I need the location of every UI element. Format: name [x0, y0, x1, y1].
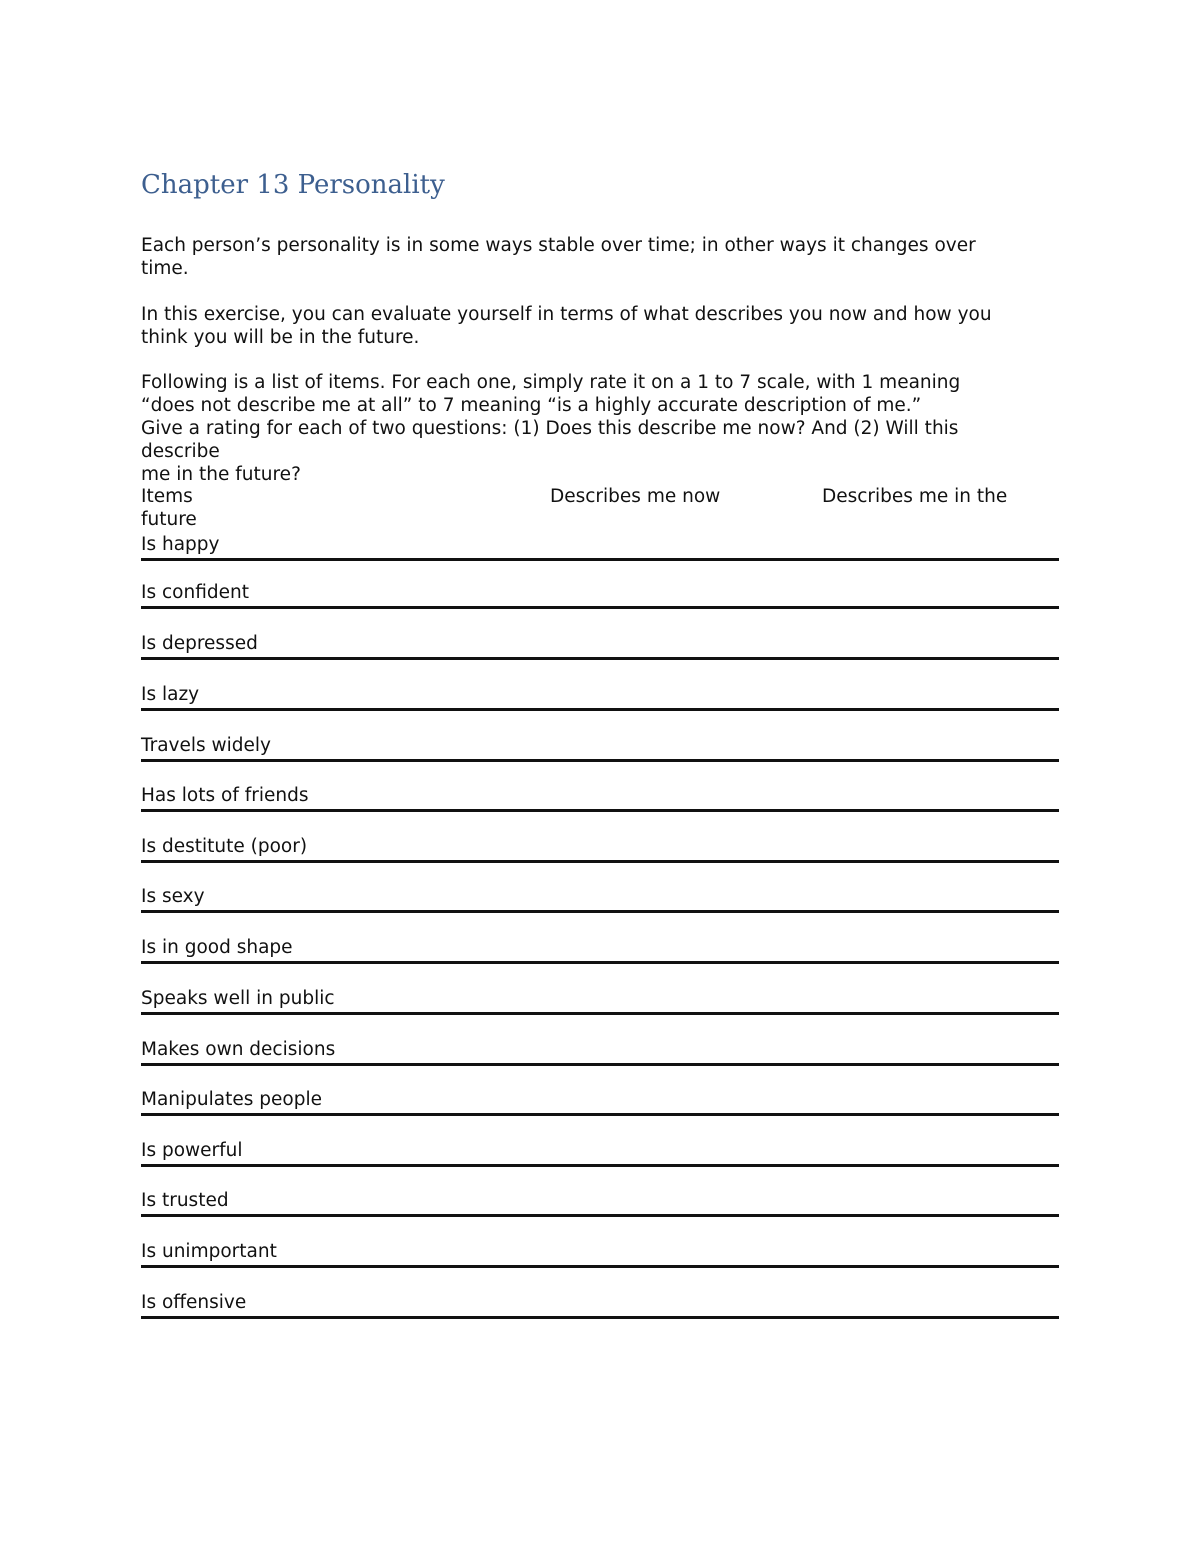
rating-row[interactable]: [141, 933, 1059, 964]
rating-row[interactable]: [141, 530, 1059, 561]
rating-row[interactable]: [141, 1085, 1059, 1116]
item-label: Is destitute (poor): [141, 836, 308, 857]
rating-row[interactable]: [141, 731, 1059, 762]
instructions-line: Give a rating for each of two questions: (1) Does this describe me now? And (2) Will this: [141, 418, 959, 439]
item-label: Has lots of friends: [141, 785, 309, 806]
exercise-line: In this exercise, you can evaluate yourself in terms of what describes you now and how you: [141, 304, 992, 325]
item-label: Is confident: [141, 582, 249, 603]
item-label: Is powerful: [141, 1140, 243, 1161]
column-header-future: Describes me in the: [822, 486, 1008, 507]
intro-line: time.: [141, 258, 189, 279]
column-header-items: Items: [141, 486, 193, 507]
intro-paragraph: [141, 234, 1059, 280]
rating-row[interactable]: [141, 1288, 1059, 1319]
item-label: Is in good shape: [141, 937, 293, 958]
item-label: Is unimportant: [141, 1241, 277, 1262]
rating-row[interactable]: [141, 1237, 1059, 1268]
item-label: Is sexy: [141, 886, 205, 907]
instructions-line: Following is a list of items. For each one, simply rate it on a 1 to 7 scale, with 1 meaning: [141, 372, 961, 393]
item-label: Speaks well in public: [141, 988, 335, 1009]
instructions-line: “does not describe me at all” to 7 meaning “is a highly accurate description of me.”: [141, 395, 922, 416]
intro-line: Each person’s personality is in some ways stable over time; in other ways it changes over: [141, 235, 976, 256]
item-label: Is happy: [141, 534, 220, 555]
rating-row[interactable]: [141, 629, 1059, 660]
item-label: Travels widely: [141, 735, 271, 756]
rating-row[interactable]: [141, 680, 1059, 711]
rating-row[interactable]: [141, 1186, 1059, 1217]
rating-row[interactable]: [141, 882, 1059, 913]
column-header-future-wrap: future: [141, 509, 197, 530]
instructions-line: me in the future?: [141, 464, 301, 485]
item-label: Manipulates people: [141, 1089, 322, 1110]
item-label: Is lazy: [141, 684, 200, 705]
rating-row[interactable]: [141, 781, 1059, 812]
exercise-line: think you will be in the future.: [141, 327, 420, 348]
item-label: Is offensive: [141, 1292, 247, 1313]
rating-row[interactable]: [141, 578, 1059, 609]
exercise-paragraph: [141, 303, 1059, 349]
instructions-line: describe: [141, 441, 220, 462]
instructions-paragraph: [141, 371, 1059, 486]
rating-row[interactable]: [141, 1136, 1059, 1167]
item-label: Is trusted: [141, 1190, 229, 1211]
rating-row[interactable]: [141, 984, 1059, 1015]
column-header-now: Describes me now: [550, 486, 721, 507]
page-title: Chapter 13 Personality: [141, 170, 445, 200]
item-label: Is depressed: [141, 633, 258, 654]
item-label: Makes own decisions: [141, 1039, 336, 1060]
rating-row[interactable]: [141, 832, 1059, 863]
rating-row[interactable]: [141, 1035, 1059, 1066]
